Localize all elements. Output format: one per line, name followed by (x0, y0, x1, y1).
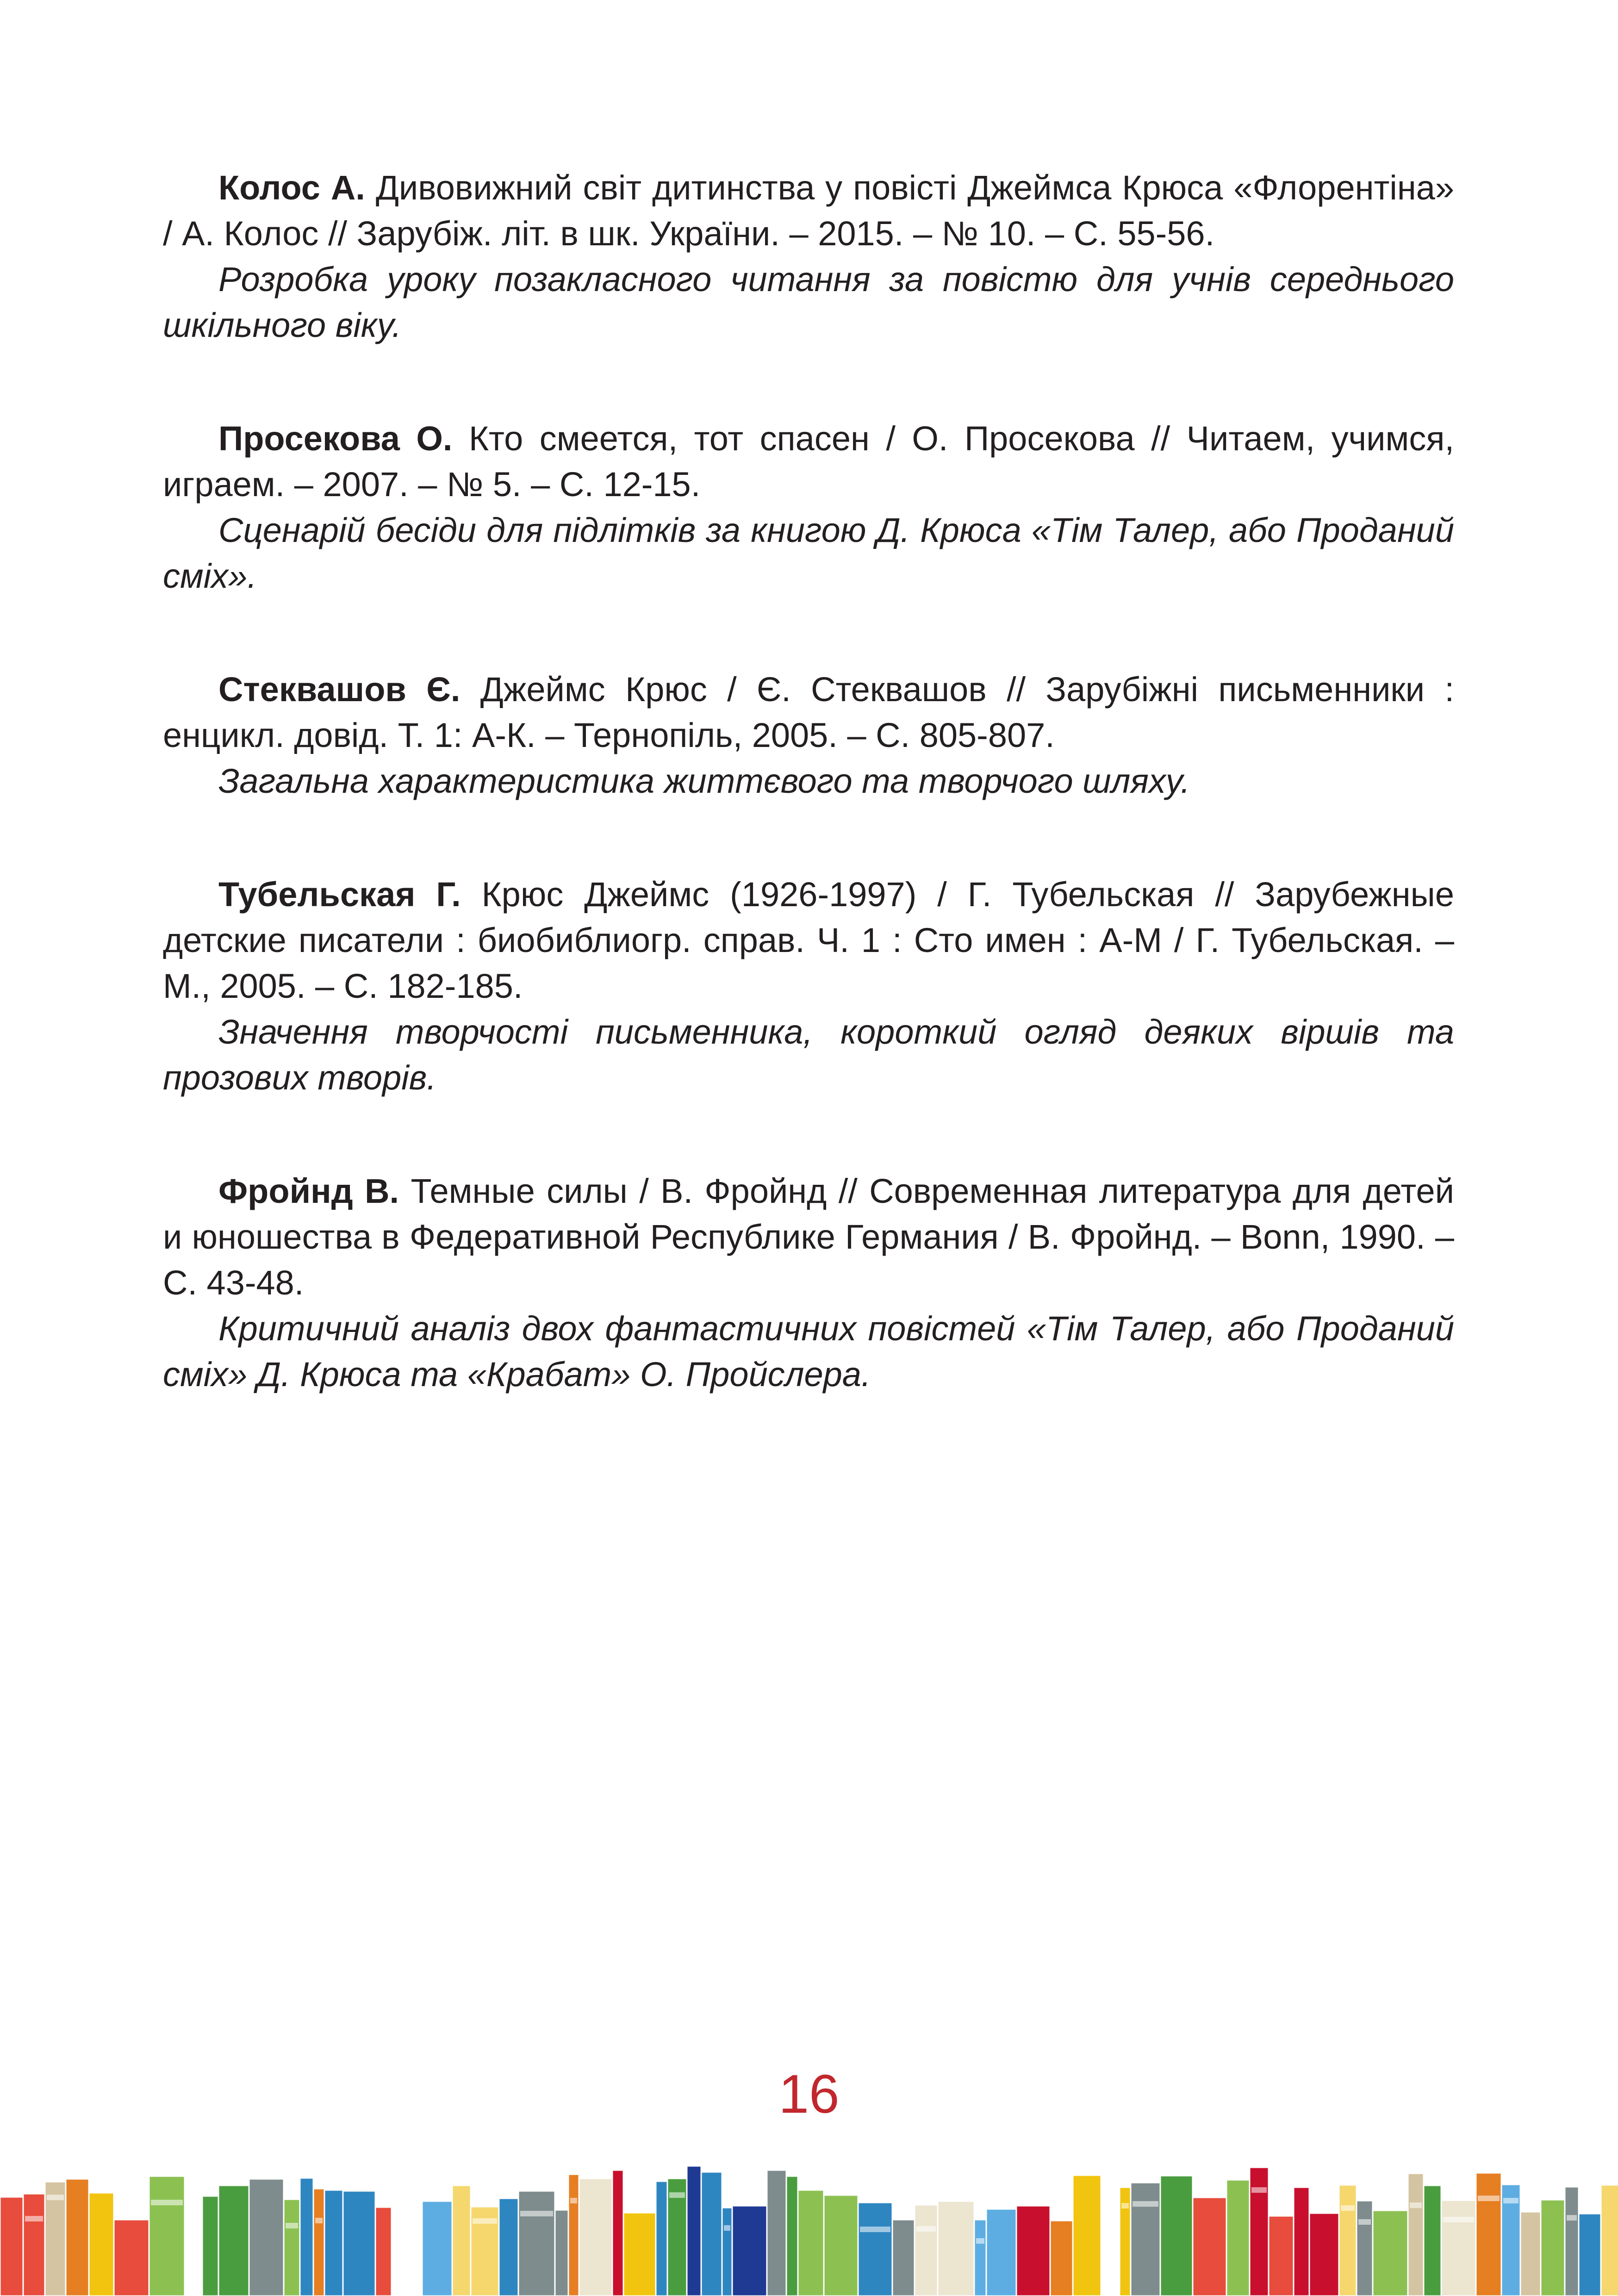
book-spine (185, 2175, 202, 2296)
book-spine (1373, 2210, 1408, 2296)
book-spine (974, 2220, 986, 2296)
book-spine (1476, 2173, 1501, 2296)
book-spine-band (393, 2241, 420, 2246)
entry-annotation: Значення творчості письменника, короткий огляд деяких віршів та прозових творів. (163, 1013, 1454, 1097)
book-spine (722, 2208, 732, 2296)
book-spine (300, 2178, 313, 2296)
bookshelf-decoration (0, 2147, 1618, 2296)
book-spine (1309, 2213, 1339, 2296)
book-spine (499, 2198, 518, 2296)
book-spine (579, 2178, 612, 2296)
book-spine (986, 2209, 1016, 2296)
book-spine (1565, 2187, 1579, 2296)
entry-citation (163, 1168, 1454, 1306)
book-spine (656, 2181, 667, 2296)
book-spine (202, 2196, 218, 2296)
book-spine (1339, 2185, 1357, 2296)
entry-citation (163, 165, 1454, 256)
book-spine (149, 2176, 185, 2296)
book-spine (568, 2174, 579, 2296)
entry-annotation: Загальна характеристика життєвого та творчого шляху. (218, 762, 1190, 800)
book-spine (1250, 2167, 1269, 2296)
book-spine-band (669, 2192, 685, 2198)
book-spine-band (47, 2195, 64, 2200)
book-spine (1408, 2173, 1424, 2296)
book-spine (1101, 2167, 1120, 2296)
entry-source: Джеймс Крюс / Є. Стеквашов // Зарубіжні письменники : енцикл. довід. Т. 1: А-К. – Тернопіль, 2005. – С. 805-807. (163, 670, 1455, 754)
book-spine (343, 2191, 375, 2296)
book-spine-band (1121, 2203, 1129, 2209)
book-spine (89, 2193, 114, 2296)
entry-annotation: Сценарій бесіди для підлітків за книгою Д. Крюса «Тім Талер, або Проданий сміх». (163, 511, 1454, 595)
bibliography-entry (163, 416, 1454, 599)
book-spine-band (151, 2200, 183, 2205)
entry-author: Стеквашов Є. (218, 670, 461, 709)
entry-source: Дивовижний світ дитинства у повісті Джеймса Крюса «Флорентіна» / А. Колос // Зарубіж. літ. в шк. України. – 2015. – № 10. – С. 55-56. (163, 168, 1455, 253)
bibliography-entry (163, 1168, 1454, 1397)
book-spine (375, 2207, 392, 2296)
entry-citation (163, 666, 1454, 758)
book-spine-band (520, 2211, 553, 2216)
book-spine (518, 2191, 555, 2296)
book-spine (858, 2203, 892, 2296)
book-spine (701, 2172, 722, 2296)
book-spine (0, 2197, 23, 2296)
book-spine (786, 2176, 798, 2296)
book-spine-band (1251, 2187, 1267, 2193)
book-spine-band (860, 2227, 890, 2232)
book-spine (1579, 2214, 1601, 2296)
book-spine (732, 2206, 767, 2296)
book-spine (1131, 2183, 1160, 2296)
book-spine (1601, 2185, 1618, 2296)
book-spine (824, 2195, 858, 2296)
book-spine (555, 2210, 568, 2296)
book-spine (623, 2213, 656, 2296)
book-spine (1193, 2197, 1226, 2296)
book-spine (798, 2190, 824, 2296)
book-spine (612, 2170, 623, 2296)
entry-citation (163, 871, 1454, 1009)
book-spine-band (724, 2225, 730, 2231)
book-spine-band (473, 2218, 497, 2224)
book-spine (1357, 2201, 1373, 2296)
book-spine-band (1410, 2203, 1422, 2208)
book-spine (938, 2201, 974, 2296)
book-spine-band (286, 2223, 298, 2228)
book-spine (1441, 2200, 1476, 2296)
book-spine (392, 2214, 422, 2296)
book-spine (313, 2189, 324, 2296)
book-spine (66, 2179, 89, 2296)
book-spine (915, 2205, 938, 2296)
book-spine (1541, 2200, 1565, 2296)
book-spine-band (976, 2238, 984, 2244)
bibliography-entry (163, 871, 1454, 1101)
book-spine (1226, 2180, 1250, 2296)
book-spine-band (1133, 2201, 1158, 2207)
book-spine (452, 2185, 471, 2296)
entry-author: Колос А. (218, 168, 365, 207)
book-spine (1016, 2206, 1050, 2296)
book-spine (249, 2179, 284, 2296)
book-spine-band (1478, 2196, 1500, 2201)
book-spine (1160, 2176, 1193, 2296)
bibliography-entry (163, 666, 1454, 804)
book-spine-band (916, 2226, 936, 2232)
entry-source: Крюс Джеймс (1926-1997) / Г. Тубельская // Зарубежные детские писатели : биобиблиогр. справ. Ч. 1 : Сто имен : А-М / Г. Тубельская. – М., 2005. – С. 182-185. (163, 875, 1454, 1005)
book-spine (1050, 2221, 1073, 2296)
bibliography-entry (163, 165, 1454, 348)
book-spine (114, 2220, 149, 2296)
book-spine-band (1503, 2198, 1518, 2203)
book-spine (1269, 2216, 1294, 2296)
book-spine-band (1567, 2215, 1577, 2221)
bibliography-list (163, 165, 1454, 1465)
book-spine (892, 2220, 915, 2296)
entry-author: Фройнд В. (218, 1172, 399, 1210)
book-spine (23, 2194, 45, 2296)
book-spine (767, 2170, 786, 2296)
entry-source: Кто смеется, тот спасен / О. Просекова // Читаем, учимся, играем. – 2007. – № 5. – С. 12-15. (163, 419, 1455, 504)
book-spine (1294, 2187, 1309, 2296)
book-spine (687, 2166, 701, 2296)
book-spine (284, 2199, 300, 2296)
book-spine-band (1358, 2219, 1371, 2225)
book-spine-band (1443, 2217, 1474, 2222)
book-spine (1520, 2212, 1541, 2296)
page-number: 16 (778, 2064, 840, 2125)
book-spine-band (315, 2218, 323, 2223)
book-spine-band (570, 2198, 577, 2203)
entry-author: Просекова О. (218, 419, 453, 458)
book-spine (1073, 2175, 1101, 2296)
book-spine (324, 2190, 343, 2296)
book-spine-band (25, 2216, 43, 2221)
entry-annotation: Розробка уроку позакласного читання за повістю для учнів середнього шкільного віку. (163, 260, 1454, 344)
entry-annotation: Критичний аналіз двох фантастичних повістей «Тім Талер, або Проданий сміх» Д. Крюса та «Крабат» О. Пройслера. (163, 1309, 1454, 1394)
entry-citation (163, 416, 1454, 507)
book-spine (218, 2185, 249, 2296)
entry-source: Темные силы / В. Фройнд // Современная литература для детей и юношества в Федеративной Республике Германия / В. Фройнд. – Bonn, 1990. – С. 43-48. (163, 1172, 1454, 1302)
book-spine (422, 2201, 452, 2296)
book-spine (1424, 2185, 1441, 2296)
book-spine-band (1341, 2205, 1355, 2211)
entry-author: Тубельская Г. (218, 875, 461, 914)
